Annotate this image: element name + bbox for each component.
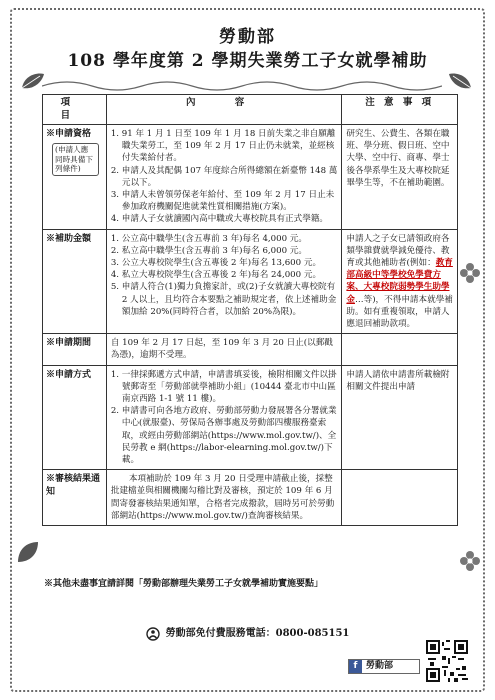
leaf-decoration-icon (16, 540, 40, 564)
list-item: 2. 私立高中職學生(含五專前 3 年)每名 6,000 元。 (110, 245, 307, 256)
table-row-method (43, 365, 458, 470)
row-note-cell (342, 470, 458, 526)
row-label-cell (43, 229, 107, 334)
hotline (0, 624, 495, 641)
row-note-cell (342, 229, 458, 334)
row-label: ※審核結果通知 (46, 474, 101, 498)
hotline-text: 勞動部免付費服務電話：0800-085151 (165, 628, 350, 639)
facebook-badge[interactable] (348, 659, 420, 674)
row-note-cell: 研究生、公費生、各類在職班、學分班、假日班、空中大學、空中行、商專、學士後各學系學生及大專校院延畢學生等，不在補助範圍。 (342, 124, 458, 229)
row-label: ※補助金額 (46, 233, 92, 244)
note-text: …等)，不得申請本就學補助。如有重複領取，申請人應退回補助款項。 (346, 294, 453, 330)
leaf-decoration-icon (447, 70, 473, 92)
page-title: 108 學年度第 2 學期失業勞工子女就學補助 (67, 51, 428, 71)
row-content-cell (106, 229, 342, 334)
org-name: 勞動部 (219, 27, 276, 47)
note-highlight: 教育部高級中等學校免學費方案、大專校院弱勢學生助學金 (346, 258, 453, 305)
subsidy-info-table (42, 94, 458, 526)
note-text: 申請人之子女已請領政府各類學雜費就學減免優待、教育或其他補助者(例如： (346, 233, 450, 268)
list-item: 1. 公立高中職學生(含五專前 3 年)每名 4,000 元。 (110, 233, 307, 244)
footnote: ※其他未盡事宜請詳閱「勞動部辦理失業勞工子女就學補助實施要點」 (44, 579, 324, 589)
flower-decoration-icon (459, 262, 481, 284)
list-item: 3. 申請人未曾領勞保老年給付、至 109 年 2 月 17 日止未參加政府機關促進就業性質相關措施(方案)。 (110, 189, 335, 213)
list-item: 3. 公立大專校院學生(含五專後 2 年)每名 13,600 元。 (110, 258, 322, 268)
header-content: 內 容 (106, 95, 342, 125)
facebook-label: 勞動部 (366, 661, 394, 671)
table-row-period (43, 334, 458, 365)
row-content-cell (106, 365, 342, 470)
row-content-cell: 自 109 年 2 月 17 日起，至 109 年 3 月 20 日止(以郵戳為憑)，逾期不受理。 (106, 334, 342, 365)
row-content-cell (106, 124, 342, 229)
header-notes: 注 意 事 項 (342, 95, 458, 125)
list-item: 2. 申請人及其配偶 107 年度綜合所得總額在新臺幣 148 萬元以下。 (110, 165, 338, 188)
list-item: 4. 私立大專校院學生(含五專後 2 年)每名 24,000 元。 (110, 270, 322, 281)
qr-code-icon[interactable] (426, 640, 468, 682)
table-row-result (43, 470, 458, 526)
table-header-row (43, 95, 458, 125)
row-label: ※申請資格 (46, 128, 92, 139)
row-label: ※申請期間 (46, 338, 92, 349)
flower-decoration-icon (459, 550, 481, 572)
wave-decoration (42, 78, 442, 94)
row-sublabel: (申請人應同時具備下列條件) (52, 143, 99, 177)
row-label-cell (43, 365, 107, 470)
list-item: 4. 申請人子女就讀國內高中職或大專校院具有正式學籍。 (110, 214, 329, 225)
row-label-cell (43, 124, 107, 229)
table-row-eligibility (43, 124, 458, 229)
list-item: 5. 申請人符合(1)獨力負擔家計，或(2)子女就讀大專校院有 2 人以上，且均符合本要點之補助規定者，依上述補助金額加給 20%(同時符合者，以加給 20%為限)。 (110, 282, 337, 317)
row-label-cell (43, 470, 107, 526)
header-item: 項 目 (43, 95, 107, 125)
ministry-logo-icon (146, 627, 160, 641)
row-content-cell: 本項補助於 109 年 3 月 20 日受理申請截止後，採整批建檔並與相關機關勾稽比對及審核，預定於 109 年 6 月間寄發審核結果通知單，合格者完成撥款，屆時另可於勞動部網站(https://www.mol.gov.tw/)查詢審核結果。 (106, 470, 342, 526)
table-row-amount (43, 229, 458, 334)
list-item: 1. 91 年 1 月 1 日至 109 年 1 月 18 日前失業之非自願離職失業勞工，至 109 年 2 月 17 日止仍未就業，並經核付失業給付者。 (110, 128, 336, 164)
list-item: 1. 一律採郵遞方式申請，申請書填妥後，檢附相關文件以掛號郵寄至「勞動部就學補助小組」(10444 臺北市中山區南京西路 1-1 號 11 樓)。 (110, 369, 337, 405)
row-note-cell: 申請人請依申請書所載檢附相關文件提出申請 (342, 365, 458, 470)
facebook-icon: f (349, 660, 362, 673)
row-label-cell (43, 334, 107, 365)
list-item: 2. 申請書可向各地方政府、勞動部勞動力發展署各分署就業中心(就服臺)、勞保局各辦事處及勞動部四樓服務臺索取，或經由勞動部網站(https://www.mol.gov.tw/)、全民勞教 e 網(https://labor-elearning.mol.gov.tw/)下載。 (110, 406, 337, 466)
row-label: ※申請方式 (46, 369, 92, 380)
row-note-cell (342, 334, 458, 365)
